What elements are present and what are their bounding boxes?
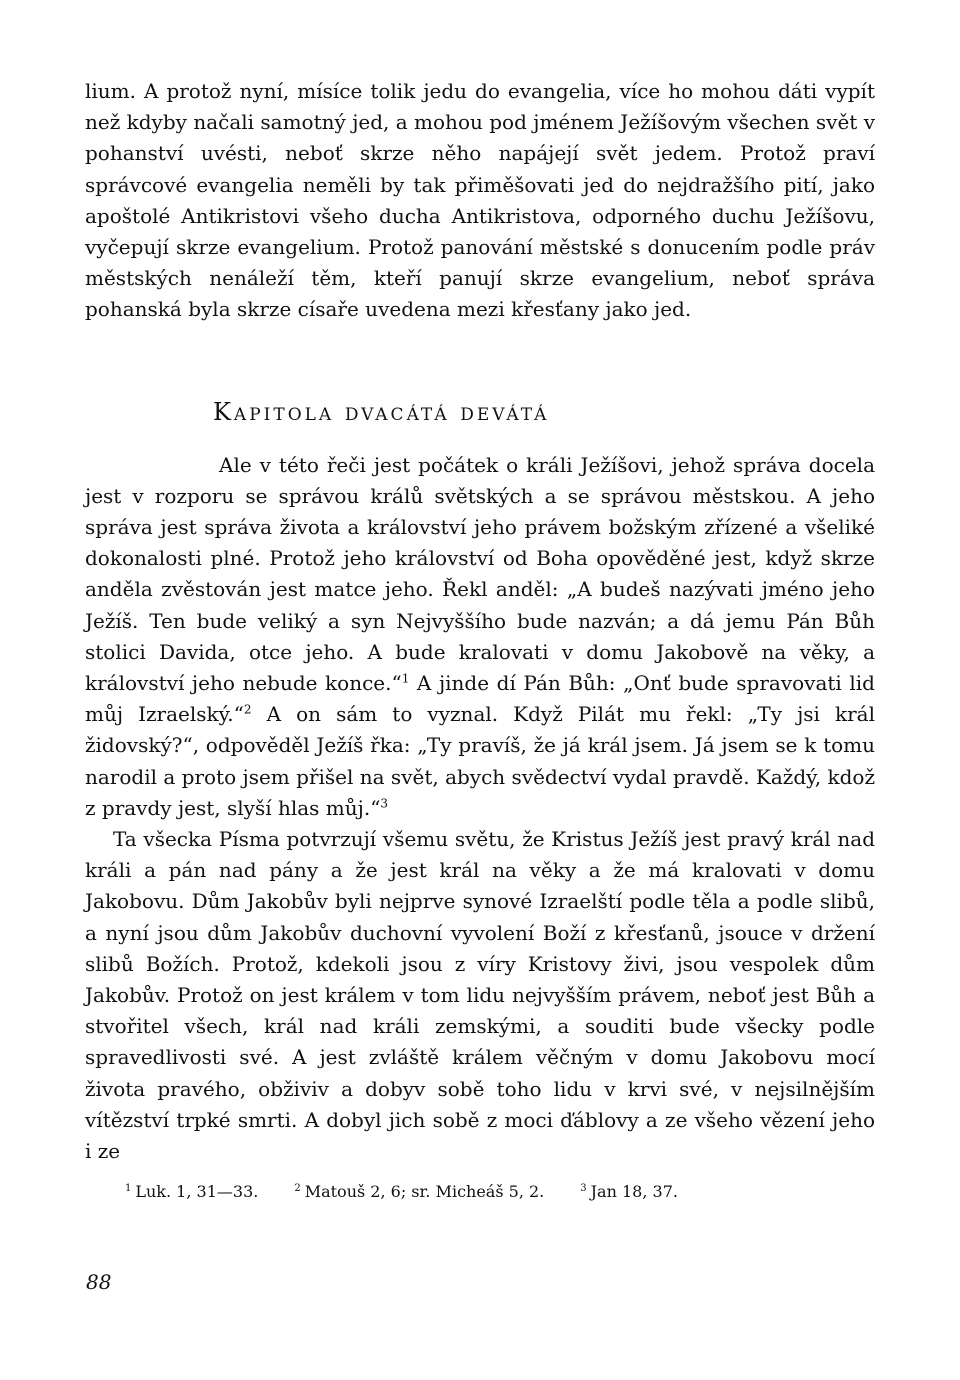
footnote-text: Luk. 1, 31—33.: [135, 1182, 259, 1202]
book-page: [85, 76, 875, 1203]
paragraph-1-part-a: Ale v této řeči jest počátek o králi Ježíšovi, jehož správa docela jest v rozporu se správou králů světských a se správou městskou. A jeho správa jest správa života a království jeho právem božským zřízené a všeliké dokonalosti plné. Protož jeho království od Boha opověděné jest, když skrze anděla zvěstován jest matce jeho. Řekl anděl: „A budeš nazývati jméno jeho Ježíš. Ten bude veliký a syn Nejvyššího bude nazván; a dá jemu Pán Bůh stolici Davida, otce jeho. A bude kralovati v domu Jakobově na věky, a království jeho nebude konce.“: [85, 452, 875, 696]
footnote-ref-2: 2: [243, 702, 252, 717]
footnote-3: [580, 1181, 678, 1203]
body-text: [85, 76, 875, 1167]
footnote-2: [294, 1181, 544, 1203]
footnote-text: Matouš 2, 6; sr. Micheáš 5, 2.: [304, 1182, 545, 1202]
chapter-heading: Kapitola dvacátá devátá: [213, 397, 550, 426]
paragraph-1-part-c: A on sám to vyznal. Když Pilát mu řekl: „Ty jsi král židovský?“, odpověděl Ježíš řka: „Ty pravíš, že já král jsem. Já jsem se k tomu narodil a proto jsem přišel na svět, abych svědectví vydal pravdě. Každý, kdož z pravdy jest, slyší hlas můj.“: [85, 702, 875, 820]
paragraph-1: [85, 450, 875, 824]
footnote-mark: 1: [125, 1182, 132, 1194]
paragraph-2: Ta všecka Písma potvrzují všemu světu, že Kristus Ježíš jest pravý král nad králi a pán nad pány a že jest král na věky a že má kralovati v domu Jakobovu. Dům Jakobův byli nejprve synové Izraelští podle těla a podle slibů, a nyní jsou dům Jakobův duchovní vyvolení Boží z křesťanů, jsouce v držení slibů Božích. Protož, kdekoli jsou z víry Kristovy živi, jsou vespolek dům Jakobův. Protož on jest králem v tom lidu nejvyšším právem, neboť jest Bůh a stvořitel všech, král nad králi zemskými, a souditi bude všecky podle spravedlivosti své. A jest zvláště králem věčným v domu Jakobovu mocí života pravého, obživiv a dobyv sobě toho lidu v krvi své, v nejsilnějším vítězství trpké smrti. A dobyl jich sobě z moci ďáblovy a ze všeho vězení jeho i ze: [85, 827, 875, 1164]
footnote-text: Jan 18, 37.: [590, 1182, 678, 1202]
footnotes: [85, 1181, 875, 1203]
footnote-mark: 2: [294, 1182, 301, 1194]
footnote-1: [125, 1181, 258, 1203]
continuation-paragraph: lium. A protož nyní, mísíce tolik jedu do evangelia, více ho mohou dáti vypít než kdyby načali samotný jed, a mohou pod jménem Ježíšovým všechen svět v pohanství uvésti, neboť skrze něho napájejí svět jedem. Protož praví správcové evangelia neměli by tak přiměšovati jed do nejdražšího pití, jako apoštolé Antikristovi všeho ducha Antikristova, odporného duchu Ježíšovu, vyčepují skrze evangelium. Protož panování městské s donucením podle práv městských nenáleží těm, kteří panují skrze evangelium, neboť správa pohanská byla skrze císaře uvedena mezi křesťany jako jed.: [85, 79, 875, 322]
paragraph-1-part-b: A jinde dí Pán Bůh: „Onť bude spravovati lid můj Izraelský.“: [85, 671, 875, 727]
page-number: 88: [86, 1270, 112, 1294]
footnote-mark: 3: [580, 1182, 587, 1194]
footnote-ref-1: 1: [401, 671, 410, 686]
footnote-ref-3: 3: [380, 796, 389, 811]
